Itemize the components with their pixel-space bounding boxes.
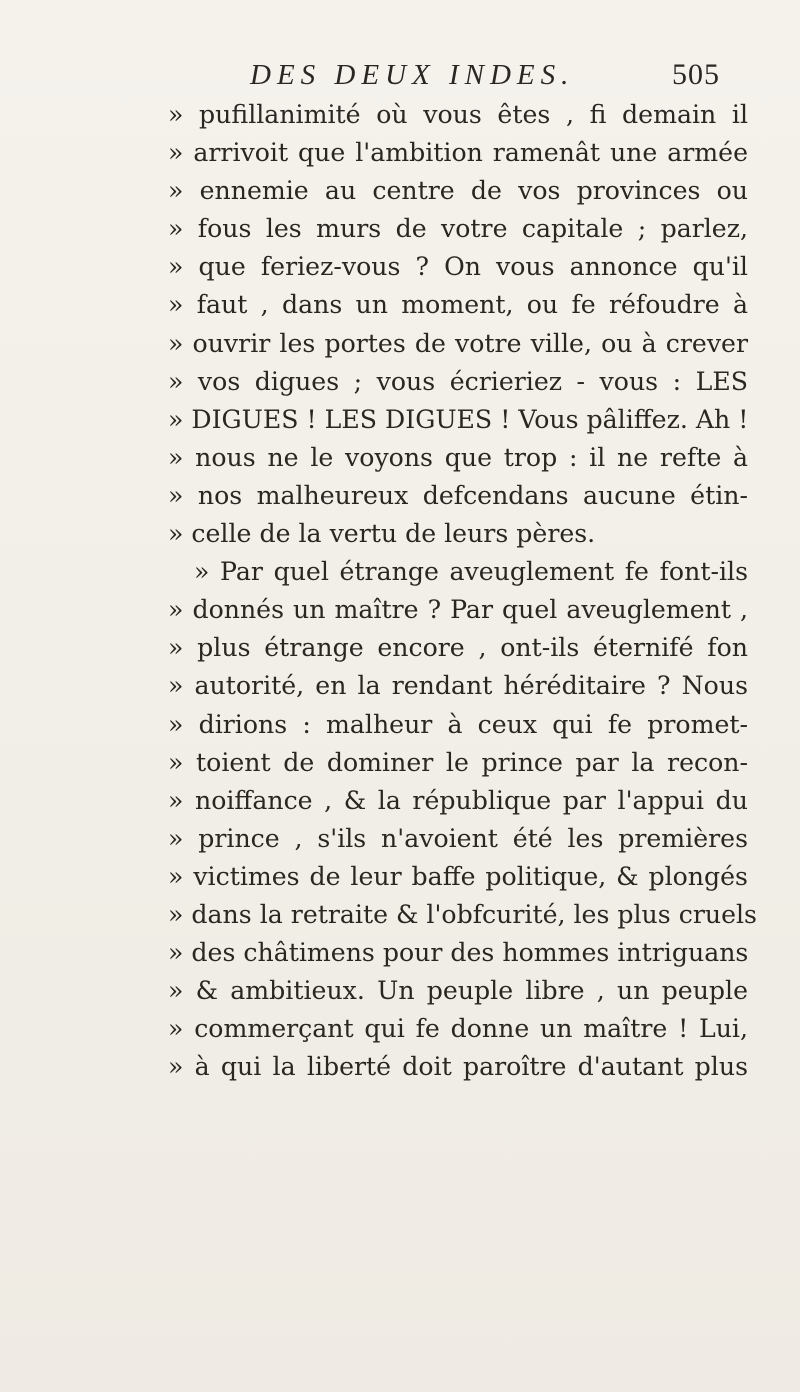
text-line: » nos malheureux defcendans aucune étin- [168, 480, 748, 510]
text-line: » donnés un maître ? Par quel aveuglement , [168, 595, 748, 625]
text-line: » que feriez-vous ? On vous annonce qu'il [168, 252, 748, 282]
text-line: » des châtimens pour des hommes intriguans [168, 938, 749, 968]
text-line: » faut , dans un moment, ou fe réfoudre à [168, 290, 748, 320]
text-line: » dirions : malheur à ceux qui fe promet- [168, 709, 748, 739]
text-line: » victimes de leur baffe politique, & plongés [168, 861, 748, 891]
text-line: » toient de dominer le prince par la recon- [168, 747, 748, 777]
text-line-paragraph-end: » celle de la vertu de leurs pères. [168, 519, 596, 549]
text-line: » commerçant qui fe donne un maître ! Lui, [168, 1014, 748, 1044]
text-line-paragraph-start: » Par quel étrange aveuglement fe font-ils [194, 557, 748, 587]
text-line: » plus étrange encore , ont-ils éternifé fon [168, 633, 748, 663]
text-line: » & ambitieux. Un peuple libre , un peuple [168, 976, 748, 1006]
text-line: » ouvrir les portes de votre ville, ou à crever [168, 328, 748, 358]
running-title: DES DEUX INDES. [250, 59, 575, 91]
text-line: » pufillanimité où vous êtes , fi demain il [168, 100, 748, 129]
text-line: » à qui la liberté doit paroître d'autant plus [168, 1052, 748, 1082]
text-line: » vos digues ; vous écrieriez - vous : LES [168, 366, 748, 396]
text-line: » nous ne le voyons que trop : il ne refte à [168, 442, 748, 472]
text-line: » dans la retraite & l'obfcurité, les plus cruels [168, 899, 757, 929]
body-text [168, 96, 757, 1086]
text-line: » ennemie au centre de vos provinces ou [168, 176, 748, 206]
text-line: » autorité, en la rendant héréditaire ? Nous [168, 671, 748, 701]
page-header [250, 58, 720, 98]
page-number: 505 [672, 58, 720, 91]
text-line: » fous les murs de votre capitale ; parlez, [168, 214, 748, 244]
text-line: » DIGUES ! LES DIGUES ! Vous pâliffez. Ah ! [168, 404, 749, 434]
text-line: » arrivoit que l'ambition ramenât une armée [168, 138, 748, 168]
text-line: » noiffance , & la république par l'appui du [168, 785, 748, 815]
text-line: » prince , s'ils n'avoient été les premières [168, 823, 748, 853]
